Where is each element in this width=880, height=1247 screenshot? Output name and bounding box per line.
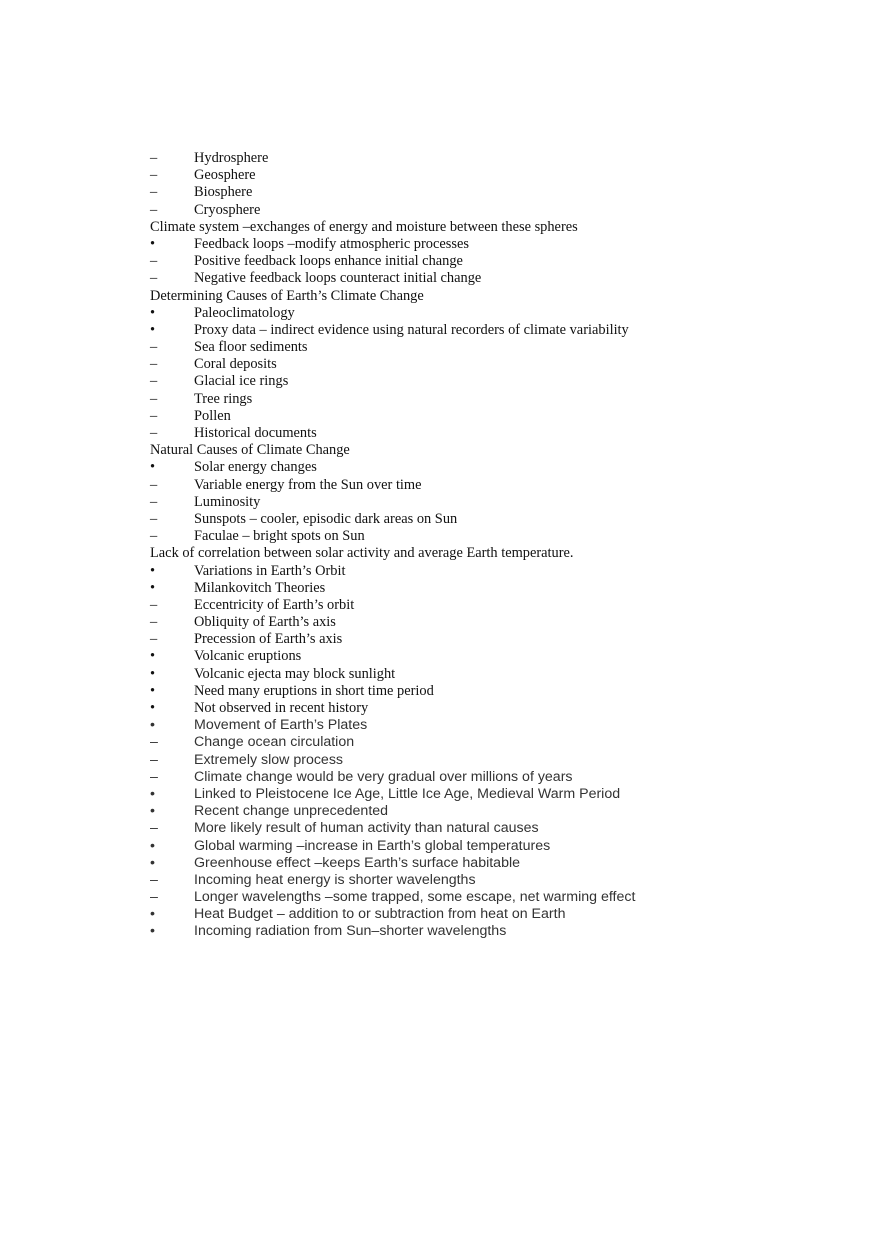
bullet-list-item <box>150 786 830 803</box>
line-text: Lack of correlation between solar activity and average Earth temperature. <box>150 545 574 562</box>
bullet-marker: • <box>150 648 156 665</box>
dash-marker: – <box>150 167 158 184</box>
dash-marker: – <box>150 528 158 545</box>
dash-marker: – <box>150 407 158 424</box>
dash-list-item <box>150 202 830 219</box>
dash-list-item <box>150 253 830 270</box>
dash-list-item <box>150 511 830 528</box>
dash-marker: – <box>150 596 158 613</box>
dash-marker: – <box>150 201 158 218</box>
dash-list-item <box>150 752 830 769</box>
line-text: Precession of Earth’s axis <box>194 631 343 648</box>
line-text: Not observed in recent history <box>194 700 369 716</box>
bullet-list-item <box>150 305 830 322</box>
bullet-marker: • <box>150 304 156 321</box>
bullet-list-item <box>150 906 830 923</box>
bullet-marker: • <box>150 854 155 871</box>
bullet-marker: • <box>150 459 156 476</box>
line-text: Geosphere <box>194 167 256 184</box>
dash-list-item <box>150 270 830 287</box>
line-text: Hydrosphere <box>194 150 269 166</box>
dash-marker: – <box>150 631 158 648</box>
line-text: Determining Causes of Earth’s Climate Change <box>150 287 424 304</box>
dash-list-item <box>150 356 830 373</box>
dash-list-item <box>150 150 830 167</box>
line-text: Longer wavelengths –some trapped, some escape, net warming effect <box>194 889 636 906</box>
bullet-marker: • <box>150 785 155 802</box>
bullet-marker: • <box>150 803 155 820</box>
bullet-marker: • <box>150 717 155 734</box>
line-text: Volcanic eruptions <box>194 648 302 665</box>
bullet-list-item <box>150 236 830 253</box>
dash-marker: – <box>150 751 158 768</box>
line-text: Tree rings <box>194 390 253 407</box>
line-text: Sea floor sediments <box>194 339 308 356</box>
dash-list-item <box>150 614 830 631</box>
dash-list-item <box>150 734 830 751</box>
dash-marker: – <box>150 510 158 527</box>
bullet-marker: • <box>150 906 155 923</box>
bullet-marker: • <box>150 837 155 854</box>
line-text: Negative feedback loops counteract initial change <box>194 270 482 287</box>
bullet-list-item <box>150 855 830 872</box>
dash-marker: – <box>150 476 158 493</box>
line-text: Sunspots – cooler, episodic dark areas on Sun <box>194 510 458 527</box>
line-text: Solar energy changes <box>194 459 317 476</box>
line-text: Extremely slow process <box>194 751 344 768</box>
section-heading-line <box>150 545 830 562</box>
line-text: Variable energy from the Sun over time <box>194 476 422 493</box>
bullet-list-item <box>150 648 830 665</box>
bullet-marker: • <box>150 682 156 699</box>
bullet-list-item <box>150 459 830 476</box>
bullet-marker: • <box>150 700 156 716</box>
dash-list-item <box>150 889 830 906</box>
dash-list-item <box>150 820 830 837</box>
dash-marker: – <box>150 184 158 201</box>
line-text: Need many eruptions in short time period <box>194 682 434 699</box>
bullet-list-item <box>150 717 830 734</box>
line-text: Natural Causes of Climate Change <box>150 442 350 459</box>
bullet-list-item <box>150 666 830 683</box>
line-text: Greenhouse effect –keeps Earth’s surface habitable <box>194 854 521 871</box>
dash-marker: – <box>150 768 158 785</box>
line-text: Faculae – bright spots on Sun <box>194 528 365 545</box>
document-page <box>150 150 830 941</box>
bullet-list-item <box>150 683 830 700</box>
dash-list-item <box>150 528 830 545</box>
dash-marker: – <box>150 150 158 166</box>
section-heading-line <box>150 219 830 236</box>
line-text: Climate change would be very gradual over millions of years <box>194 768 573 785</box>
bullet-list-item <box>150 923 830 940</box>
dash-list-item <box>150 872 830 889</box>
line-text: Change ocean circulation <box>194 734 355 751</box>
dash-marker: – <box>150 390 158 407</box>
line-text: Eccentricity of Earth’s orbit <box>194 596 355 613</box>
dash-marker: – <box>150 373 158 390</box>
dash-marker: – <box>150 734 158 751</box>
line-text: Linked to Pleistocene Ice Age, Little Ice Age, Medieval Warm Period <box>194 785 621 802</box>
dash-marker: – <box>150 871 158 888</box>
section-heading-line <box>150 288 830 305</box>
line-text: Feedback loops –modify atmospheric processes <box>194 235 469 252</box>
bullet-list-item <box>150 322 830 339</box>
line-text: Pollen <box>194 407 231 424</box>
dash-marker: – <box>150 339 158 356</box>
line-text: Proxy data – indirect evidence using natural recorders of climate variability <box>194 321 629 338</box>
line-text: Global warming –increase in Earth’s global temperatures <box>194 837 551 854</box>
dash-marker: – <box>150 614 158 631</box>
bullet-list-item <box>150 563 830 580</box>
dash-marker: – <box>150 270 158 287</box>
dash-list-item <box>150 494 830 511</box>
bullet-marker: • <box>150 321 156 338</box>
dash-marker: – <box>150 889 158 906</box>
line-text: Milankovitch Theories <box>194 579 326 596</box>
line-text: Biosphere <box>194 184 253 201</box>
bullet-marker: • <box>150 665 156 682</box>
line-text: Variations in Earth’s Orbit <box>194 562 346 579</box>
line-text: Incoming heat energy is shorter wavelengths <box>194 871 476 888</box>
line-text: Climate system –exchanges of energy and moisture between these spheres <box>150 218 578 235</box>
line-text: Glacial ice rings <box>194 373 289 390</box>
dash-marker: – <box>150 356 158 373</box>
line-text: More likely result of human activity than natural causes <box>194 820 539 837</box>
bullet-list-item <box>150 700 830 717</box>
bullet-marker: • <box>150 562 156 579</box>
dash-marker: – <box>150 493 158 510</box>
dash-list-item <box>150 373 830 390</box>
line-text: Historical documents <box>194 425 317 441</box>
line-text: Volcanic ejecta may block sunlight <box>194 665 396 682</box>
dash-marker: – <box>150 425 158 441</box>
line-text: Movement of Earth’s Plates <box>194 717 368 734</box>
dash-list-item <box>150 769 830 786</box>
section-heading-line <box>150 442 830 459</box>
line-text: Cryosphere <box>194 201 261 218</box>
bullet-marker: • <box>150 923 155 940</box>
dash-list-item <box>150 631 830 648</box>
dash-marker: – <box>150 820 158 837</box>
line-text: Heat Budget – addition to or subtraction from heat on Earth <box>194 906 566 923</box>
dash-list-item <box>150 597 830 614</box>
dash-list-item <box>150 425 830 442</box>
line-text: Coral deposits <box>194 356 277 373</box>
dash-marker: – <box>150 253 158 270</box>
line-text: Incoming radiation from Sun–shorter wavelengths <box>194 923 507 940</box>
line-text: Luminosity <box>194 493 261 510</box>
dash-list-item <box>150 408 830 425</box>
dash-list-item <box>150 167 830 184</box>
line-text: Paleoclimatology <box>194 304 295 321</box>
line-text: Recent change unprecedented <box>194 803 389 820</box>
dash-list-item <box>150 477 830 494</box>
line-text: Obliquity of Earth’s axis <box>194 614 336 631</box>
dash-list-item <box>150 339 830 356</box>
bullet-list-item <box>150 580 830 597</box>
dash-list-item <box>150 184 830 201</box>
line-text: Positive feedback loops enhance initial change <box>194 253 463 270</box>
dash-list-item <box>150 391 830 408</box>
bullet-marker: • <box>150 235 156 252</box>
bullet-marker: • <box>150 579 156 596</box>
bullet-list-item <box>150 803 830 820</box>
bullet-list-item <box>150 838 830 855</box>
